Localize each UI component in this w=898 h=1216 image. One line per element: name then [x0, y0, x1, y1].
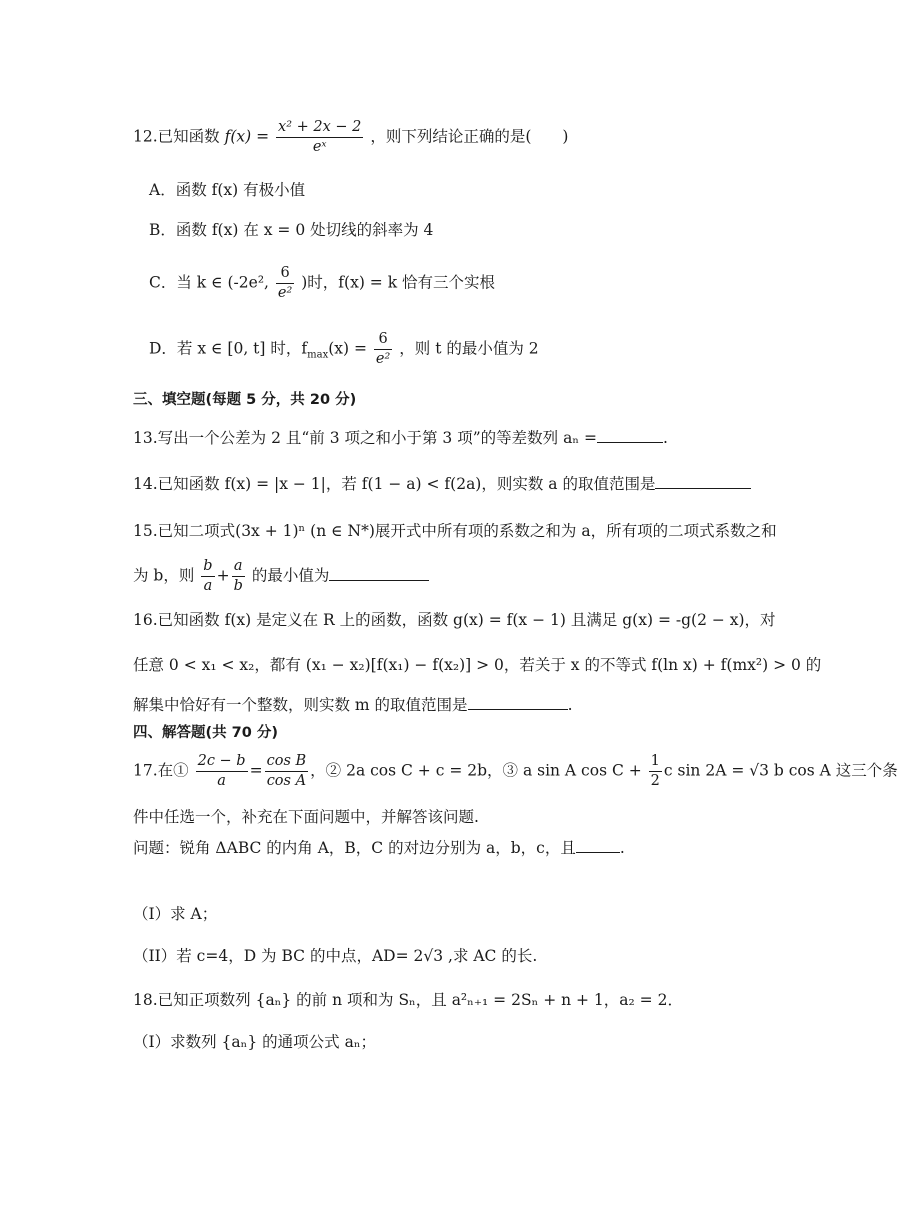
q17-fraction-2	[265, 752, 309, 791]
q12-option-d	[149, 330, 539, 369]
q12-prefix: 12.已知函数	[133, 127, 220, 146]
q13-end: .	[662, 429, 668, 447]
q17-f2-num: cos B	[265, 752, 309, 772]
question-17-line-2: 件中任选一个，补充在下面问题中，并解答该问题.	[133, 808, 479, 826]
q14-answer-blank	[655, 474, 751, 489]
q12-option-c-fraction	[276, 264, 294, 303]
question-17-line-3	[133, 836, 625, 858]
question-18-part-1: （I）求数列 {aₙ} 的通项公式 aₙ；	[133, 1033, 377, 1051]
question-13	[133, 426, 668, 448]
q12-fraction	[276, 118, 363, 157]
q12-option-d-sub: max	[307, 349, 329, 361]
q15-f2-den: b	[233, 578, 243, 594]
q12-func: f(x) =	[224, 127, 270, 146]
question-14	[133, 472, 751, 494]
q17-line-3-text: 问题：锐角 ΔABC 的内角 A，B，C 的对边分别为 a，b，c，且	[133, 839, 576, 857]
q17-suf: c sin 2A = √3 b cos A 这三个条	[663, 761, 898, 780]
q17-f1-den: a	[217, 773, 226, 789]
question-17-part-1: （I）求 A；	[133, 905, 218, 923]
q17-f2-den: cos A	[266, 773, 307, 789]
q17-f1-num: 2c − b	[196, 752, 248, 772]
q12-option-c-suf: )时，f(x) = k 恰有三个实根	[301, 273, 496, 292]
q12-option-a: A．函数 f(x) 有极小值	[149, 181, 306, 199]
question-17-part-2: （II）若 c=4，D 为 BC 的中点，AD= 2√3 ,求 AC 的长.	[133, 947, 538, 965]
q17-f3-den: 2	[650, 773, 660, 789]
question-16-line-1: 16.已知函数 f(x) 是定义在 R 上的函数，函数 g(x) = f(x − 1) 且满足 g(x) = -g(2 − x)，对	[133, 611, 776, 629]
q17-answer-blank	[576, 838, 620, 853]
q15-suf: 的最小值为	[251, 566, 330, 585]
question-16-line-3	[133, 693, 573, 715]
question-12-stem	[133, 118, 568, 157]
q12-option-c	[149, 264, 495, 303]
q17-eq: =	[249, 761, 263, 780]
question-17-line-1	[133, 752, 898, 791]
q12-option-d-pre: D．若 x ∈ [0, t] 时，f	[149, 339, 308, 358]
q17-pre: 17.在①	[133, 761, 189, 780]
q12-option-d-den: e²	[375, 351, 391, 367]
q15-f1-den: a	[203, 578, 213, 594]
q17-mid: ，② 2a cos C + c = 2b，③ a sin A cos C +	[310, 761, 642, 780]
q17-fraction-3	[649, 752, 662, 791]
q12-option-d-fraction	[374, 330, 392, 369]
question-16-line-2: 任意 0 < x₁ < x₂，都有 (x₁ − x₂)[f(x₁) − f(x₂)] > 0，若关于 x 的不等式 f(ln x) + f(mx²) > 0 的	[133, 656, 822, 674]
q12-option-c-num: 6	[276, 264, 294, 284]
q12-suffix: ，则下列结论正确的是( )	[370, 127, 569, 146]
q12-denominator: eˣ	[312, 139, 327, 155]
q12-option-d-num: 6	[374, 330, 392, 350]
q15-answer-blank	[329, 566, 429, 581]
q16-answer-blank	[468, 695, 568, 710]
q15-f2-num: a	[232, 557, 245, 577]
section-4-heading: 四、解答题(共 70 分)	[133, 725, 279, 741]
section-3-heading: 三、填空题(每题 5 分，共 20 分)	[133, 392, 357, 408]
q13-answer-blank	[597, 428, 663, 443]
q16-line-3-text: 解集中恰好有一个整数，则实数 m 的取值范围是	[133, 696, 468, 714]
q16-end: .	[567, 696, 573, 714]
q17-f3-num: 1	[649, 752, 662, 772]
q12-numerator: x² + 2x − 2	[276, 118, 363, 138]
question-15-line-1: 15.已知二项式(3x + 1)ⁿ (n ∈ N*)展开式中所有项的系数之和为 a，所有项的二项式系数之和	[133, 522, 777, 540]
q15-fraction-2	[232, 557, 245, 596]
q14-text: 14.已知函数 f(x) = |x − 1|，若 f(1 − a) < f(2a)，则实数 a 的取值范围是	[133, 475, 656, 493]
q15-plus: +	[216, 566, 230, 585]
q15-f1-num: b	[201, 557, 214, 577]
q12-option-d-mid: (x) =	[328, 339, 367, 358]
q12-option-c-den: e²	[277, 285, 293, 301]
q13-text: 13.写出一个公差为 2 且“前 3 项之和小于第 3 项”的等差数列 aₙ =	[133, 429, 597, 447]
q12-option-c-pre: C．当 k ∈ (-2e²,	[149, 273, 269, 292]
q12-option-d-suf: ，则 t 的最小值为 2	[399, 339, 539, 358]
q17-fraction-1	[196, 752, 248, 791]
question-18-line-1: 18.已知正项数列 {aₙ} 的前 n 项和为 Sₙ，且 a²ₙ₊₁ = 2Sₙ + n + 1，a₂ = 2．	[133, 991, 683, 1009]
q12-option-b: B．函数 f(x) 在 x = 0 处切线的斜率为 4	[149, 221, 434, 239]
q15-fraction-1	[201, 557, 214, 596]
q15-pre: 为 b，则	[133, 566, 195, 585]
q17-line-3-end: .	[619, 839, 625, 857]
question-15-line-2	[133, 557, 429, 596]
